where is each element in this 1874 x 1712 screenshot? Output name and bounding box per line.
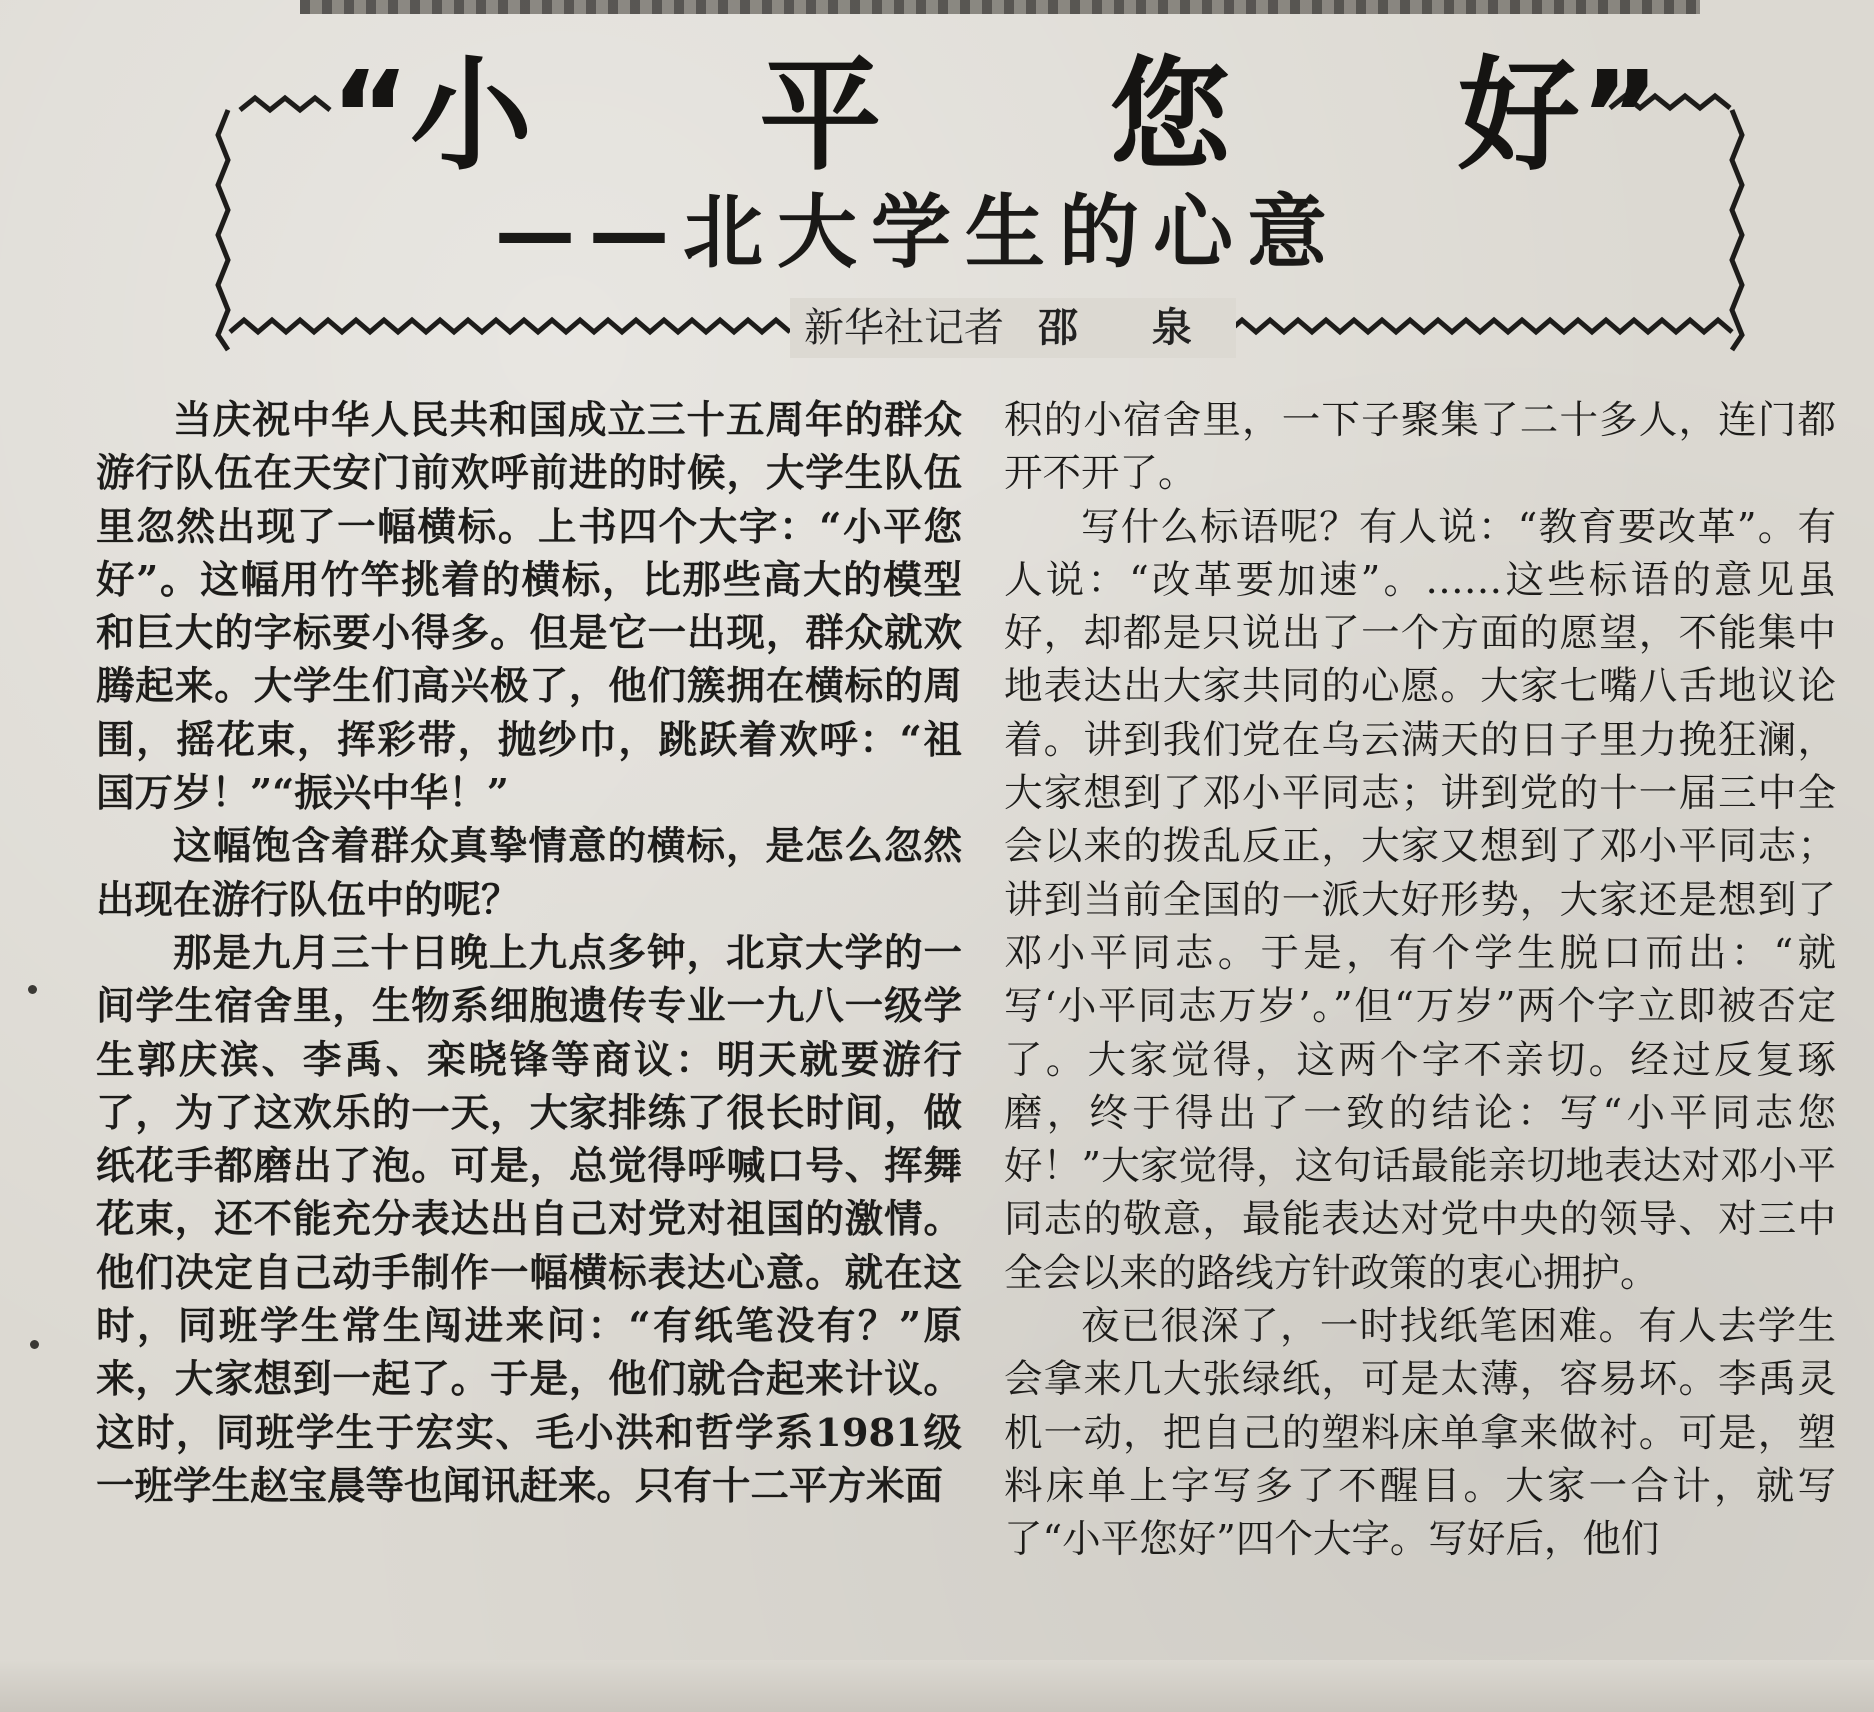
headline-char: “小 xyxy=(330,44,533,187)
paragraph: 积的小宿舍里，一下子聚集了二十多人，连门都开不开了。 xyxy=(1004,398,1836,497)
headline-title xyxy=(330,30,1660,187)
byline xyxy=(790,298,1236,358)
page-bottom-edge xyxy=(0,1660,1874,1712)
headline-char: 好” xyxy=(1457,44,1660,187)
paragraph: 那是九月三十日晚上九点多钟，北京大学的一间学生宿舍里，生物系细胞遗传专业一九八一级学生郭庆滨、李禹、栾晓锋等商议：明天就要游行了，为了这欢乐的一天，大家排练了很长时间，做纸花手都磨出了泡。可是，总觉得呼喊口号、挥舞花束，还不能充分表达出自己对党对祖国的激情。他们决定自己动手制作一幅横标表达心意。就在这时，同班学生常生闯进来问：“有纸笔没有？”原来，大家想到一起了。于是，他们就合起来计议。这时，同班学生于宏实、毛小洪和哲学系1981级一班学生赵宝晨等也闻讯赶来。只有十二平方米面 xyxy=(96,930,962,1509)
paragraph: 写什么标语呢？有人说：“教育要改革”。有人说：“改革要加速”。……这些标语的意见虽好，却都是只说出了一个方面的愿望，不能集中地表达出大家共同的心愿。大家七嘴八舌地议论着。讲到我们党在乌云满天的日子里力挽狂澜，大家想到了邓小平同志；讲到党的十一届三中全会以来的拨乱反正，大家又想到了邓小平同志；讲到当前全国的一派大好形势，大家还是想到了邓小平同志。于是，有个学生脱口而出：“就写‘小平同志万岁’。”但“万岁”两个字立即被否定了。大家觉得，这两个字不亲切。经过反复琢磨，终于得出了一致的结论：写“小平同志您好！”大家觉得，这句话最能亲切地表达对邓小平同志的敬意，最能表达对党中央的领导、对三中全会以来的路线方针政策的衷心拥护。 xyxy=(1004,504,1836,1296)
left-column xyxy=(96,394,962,1513)
paragraph: 当庆祝中华人民共和国成立三十五周年的群众游行队伍在天安门前欢呼前进的时候，大学生队伍里忽然出现了一幅横标。上书四个大字：“小平您好”。这幅用竹竿挑着的横标，比那些高大的模型和巨大的字标要小得多。但是它一出现，群众就欢腾起来。大学生们高兴极了，他们簇拥在横标的周围，摇花束，挥彩带，抛纱巾，跳跃着欢呼：“祖国万岁！”“振兴中华！” xyxy=(96,398,962,817)
byline-author: 邵 泉 xyxy=(1038,304,1222,351)
right-column xyxy=(1004,394,1836,1567)
byline-label: 新华社记者 xyxy=(804,305,1004,351)
subheadline: ——北大学生的心意 xyxy=(495,186,1341,279)
paragraph: 夜已很深了，一时找纸笔困难。有人去学生会拿来几大张绿纸，可是太薄，容易坏。李禹灵机一动，把自己的塑料床单拿来做衬。可是，塑料床单上字写多了不醒目。大家一合计，就写了“小平您好”四个大字。写好后，他们 xyxy=(1004,1304,1836,1563)
headline-char: 您 xyxy=(1108,44,1231,187)
headline-char: 平 xyxy=(759,44,882,187)
paper-speck xyxy=(28,985,37,994)
top-border-strip xyxy=(300,0,1700,14)
paper-speck xyxy=(30,1340,39,1349)
paragraph: 这幅饱含着群众真挚情意的横标，是怎么忽然出现在游行队伍中的呢？ xyxy=(96,824,962,923)
